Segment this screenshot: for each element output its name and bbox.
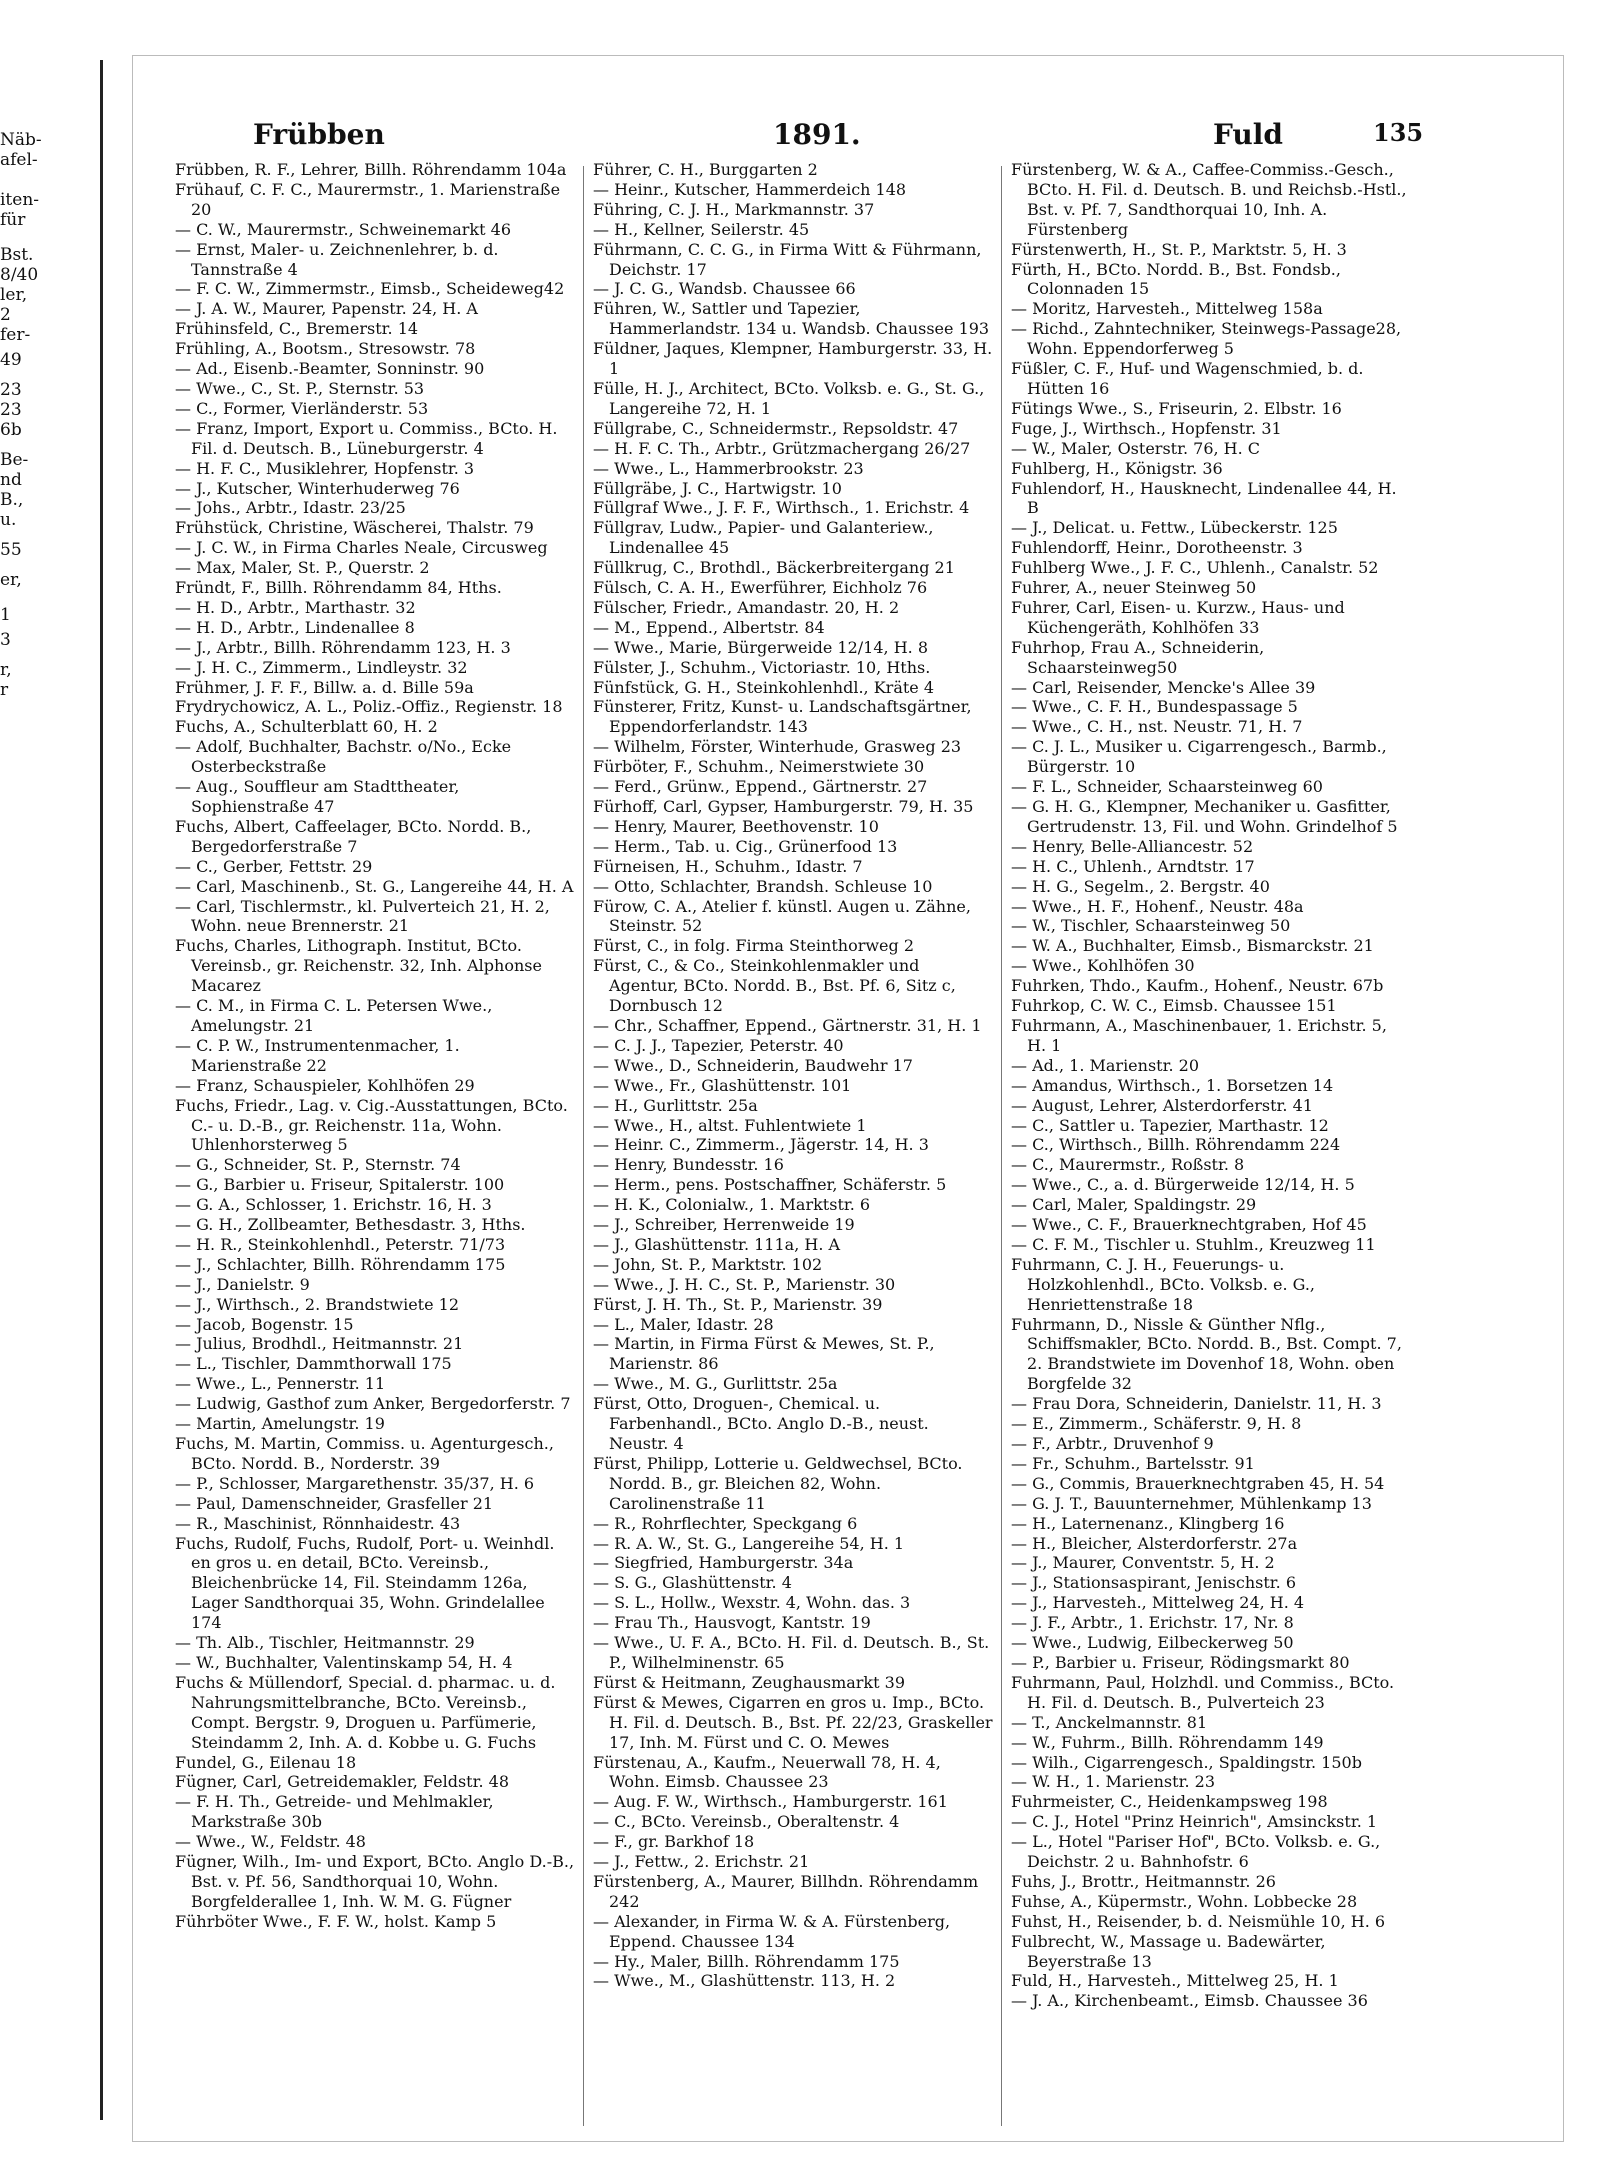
directory-entry: — J., Schreiber, Herrenweide 19 (593, 1215, 855, 1235)
directory-entry: — G. H., Zollbeamter, Bethesdastr. 3, Hths. (175, 1215, 526, 1235)
directory-entry: — L., Hotel "Pariser Hof", BCto. Volksb. e. G., Deichstr. 2 u. Bahnhofstr. 6 (1011, 1832, 1386, 1872)
directory-entry: Fuchs, A., Schulterblatt 60, H. 2 (175, 717, 438, 737)
directory-entry: — H. D., Arbtr., Marthastr. 32 (175, 597, 416, 617)
previous-page-fragment: Bst. (0, 245, 34, 265)
directory-entry: — W., Fuhrm., Billh. Röhrendamm 149 (1011, 1732, 1324, 1752)
directory-entry: — Wwe., Ludwig, Eilbeckerweg 50 (1011, 1633, 1294, 1653)
previous-page-fragment: 8/40 (0, 265, 39, 285)
directory-entry: Fuhse, A., Küpermstr., Wohn. Lobbecke 28 (1011, 1891, 1358, 1911)
directory-entry: — Wwe., U. F. A., BCto. H. Fil. d. Deutsch. B., St. P., Wilhelminenstr. 65 (593, 1633, 995, 1672)
directory-entry: — Wwe., L., Pennerstr. 11 (175, 1374, 386, 1394)
directory-entry: — Wwe., L., Hammerbrookstr. 23 (593, 458, 864, 478)
directory-entry: — Ernst, Maler- u. Zeichnenlehrer, b. d. Tannstraße 4 (175, 239, 504, 279)
previous-page-fragment: B., (0, 490, 24, 510)
directory-column-2 (593, 160, 998, 2125)
directory-entry: Fuhrmeister, C., Heidenkampsweg 198 (1011, 1792, 1328, 1812)
directory-entry: — J., Harvesteh., Mittelweg 24, H. 4 (1011, 1593, 1305, 1613)
directory-entry: Fürst, J. H. Th., St. P., Marienstr. 39 (593, 1294, 883, 1314)
directory-entry: — H. F. C., Musiklehrer, Hopfenstr. 3 (175, 458, 475, 478)
directory-entry: Fuhrer, A., neuer Steinweg 50 (1011, 578, 1257, 598)
directory-entry: — Amandus, Wirthsch., 1. Borsetzen 14 (1011, 1075, 1334, 1095)
directory-entry: — Frau Th., Hausvogt, Kantstr. 19 (593, 1613, 871, 1633)
directory-entry: — Wilh., Cigarrengesch., Spaldingstr. 150b (1011, 1752, 1362, 1772)
directory-entry: — T., Anckelmannstr. 81 (1011, 1712, 1208, 1732)
directory-entry: Führen, W., Sattler und Tapezier, Hammerlandstr. 134 u. Wandsb. Chaussee 193 (593, 299, 990, 339)
directory-entry: — W., Maler, Osterstr. 76, H. C (1011, 438, 1261, 458)
directory-entry: Fuhlberg, H., Königstr. 36 (1011, 458, 1223, 478)
directory-entry: — G., Commis, Brauerknechtgraben 45, H. 54 (1011, 1473, 1385, 1493)
directory-entry: — C., Wirthsch., Billh. Röhrendamm 224 (1011, 1135, 1341, 1155)
directory-entry: Fürst, Otto, Droguen-, Chemical. u. Farbenhandl., BCto. Anglo D.-B., neust. Neustr. 4 (593, 1394, 934, 1453)
directory-entry: Fuhrmann, D., Nissle & Günther Nflg., Schiffsmakler, BCto. Nordd. B., Bst. Compt. 7, 2. Brandstwiete im Dovenhof 18, Wohn. oben Borgfelde 32 (1011, 1314, 1407, 1394)
directory-entry: — P., Schlosser, Margarethenstr. 35/37, H. 6 (175, 1473, 535, 1493)
directory-entry: — H. F. C. Th., Arbtr., Grützmachergang 26/27 (593, 438, 971, 458)
directory-entry: — G. H. G., Klempner, Mechaniker u. Gasfitter, Gertrudenstr. 13, Fil. und Wohn. Grindelhof 5 (1011, 797, 1398, 836)
directory-entry: Fuchs, Albert, Caffeelager, BCto. Nordd. B., Bergedorferstraße 7 (175, 816, 537, 856)
directory-entry: — Wwe., W., Feldstr. 48 (175, 1832, 366, 1852)
directory-entry: — Martin, Amelungstr. 19 (175, 1414, 385, 1434)
directory-entry: Fuhrmann, Paul, Holzhdl. und Commiss., BCto. H. Fil. d. Deutsch. B., Pulverteich 23 (1011, 1672, 1400, 1712)
directory-entry: — J., Maurer, Conventstr. 5, H. 2 (1011, 1553, 1275, 1573)
directory-entry: Fürst & Mewes, Cigarren en gros u. Imp., BCto. H. Fil. d. Deutsch. B., Bst. Pf. 22/23, Graskeller 17, Inh. M. Fürst und C. O. Mewes (593, 1692, 998, 1752)
header-year: 1891. (773, 118, 861, 151)
previous-page-fragment: afel- (0, 150, 38, 170)
directory-entry: — H. K., Colonialw., 1. Marktstr. 6 (593, 1195, 871, 1215)
directory-entry: — C. P. W., Instrumentenmacher, 1. Marienstraße 22 (175, 1035, 465, 1075)
directory-entry: — Wwe., C., a. d. Bürgerweide 12/14, H. 5 (1011, 1175, 1355, 1195)
directory-entry: — W. H., 1. Marienstr. 23 (1011, 1772, 1215, 1792)
directory-entry: — Julius, Brodhdl., Heitmannstr. 21 (175, 1334, 464, 1354)
directory-entry: — August, Lehrer, Alsterdorferstr. 41 (1011, 1095, 1313, 1115)
directory-entry: — C. M., in Firma C. L. Petersen Wwe., Amelungstr. 21 (175, 996, 498, 1035)
directory-entry: Fülle, H. J., Architect, BCto. Volksb. e. G., St. G., Langereihe 72, H. 1 (593, 378, 990, 418)
previous-page-fragment: fer- (0, 325, 31, 345)
directory-entry: Fürstenberg, A., Maurer, Billhdn. Röhrendamm 242 (593, 1871, 984, 1911)
previous-page-fragment: 23 (0, 400, 22, 420)
directory-entry: — J., Wirthsch., 2. Brandstwiete 12 (175, 1294, 460, 1314)
directory-entry: Fünsterer, Fritz, Kunst- u. Landschaftsgärtner, Eppendorferlandstr. 143 (593, 697, 977, 737)
previous-page-fragment: 55 (0, 540, 22, 560)
directory-entry: Fügner, Wilh., Im- und Export, BCto. Anglo D.-B., Bst. v. Pf. 56, Sandthorquai 10, Wohn. Borgfelderallee 1, Inh. W. M. G. Fügner (175, 1852, 580, 1911)
directory-entry: — Ferd., Grünw., Eppend., Gärtnerstr. 27 (593, 777, 928, 797)
directory-entry: Frühstück, Christine, Wäscherei, Thalstr. 79 (175, 518, 534, 538)
directory-entry: — H., Gurlittstr. 25a (593, 1095, 758, 1115)
directory-entry: Frübben, R. F., Lehrer, Billh. Röhrendamm 104a (175, 160, 567, 179)
directory-entry: Führmann, C. C. G., in Firma Witt & Führmann, Deichstr. 17 (593, 239, 987, 279)
previous-page-fragment: nd (0, 470, 22, 490)
previous-page-fragment: iten- (0, 190, 40, 210)
directory-entry: Fuhrken, Thdo., Kaufm., Hohenf., Neustr. 67b (1011, 976, 1384, 996)
directory-entry: Fürstenau, A., Kaufm., Neuerwall 78, H. 4, Wohn. Eimsb. Chaussee 23 (593, 1752, 946, 1792)
directory-entry: — J. A., Kirchenbeamt., Eimsb. Chaussee 36 (1011, 1991, 1368, 2011)
directory-entry: Fürneisen, H., Schuhm., Idastr. 7 (593, 856, 863, 876)
directory-entry: Führing, C. J. H., Markmannstr. 37 (593, 199, 875, 219)
directory-entry: — J., Danielstr. 9 (175, 1274, 310, 1294)
directory-entry: — Moritz, Harvesteh., Mittelweg 158a (1011, 299, 1323, 319)
directory-entry: Füllkrug, C., Brothdl., Bäckerbreitergang 21 (593, 558, 955, 578)
directory-entry: — H., Kellner, Seilerstr. 45 (593, 219, 810, 239)
directory-entry: — G. A., Schlosser, 1. Erichstr. 16, H. 3 (175, 1195, 492, 1215)
directory-entry: — Herm., pens. Postschaffner, Schäferstr. 5 (593, 1175, 947, 1195)
previous-page-fragment: er, (0, 570, 22, 590)
previous-page-fragment: Be- (0, 450, 29, 470)
directory-entry: — Johs., Arbtr., Idastr. 23/25 (175, 498, 406, 518)
directory-entry: — J. H. C., Zimmerm., Lindleystr. 32 (175, 657, 468, 677)
directory-entry: — J., Schlachter, Billh. Röhrendamm 175 (175, 1254, 506, 1274)
directory-entry: — Henry, Belle-Alliancestr. 52 (1011, 836, 1254, 856)
previous-page-fragment: ler, (0, 285, 28, 305)
directory-entry: Fulbrecht, W., Massage u. Badewärter, Beyerstraße 13 (1011, 1931, 1331, 1971)
directory-entry: — Otto, Schlachter, Brandsh. Schleuse 10 (593, 876, 933, 896)
directory-entry: — Frau Dora, Schneiderin, Danielstr. 11, H. 3 (1011, 1394, 1382, 1414)
directory-entry: Fuhs, J., Brottr., Heitmannstr. 26 (1011, 1871, 1276, 1891)
directory-entry: — C., Maurermstr., Roßstr. 8 (1011, 1155, 1245, 1175)
directory-entry: — L., Tischler, Dammthorwall 175 (175, 1354, 452, 1374)
directory-entry: Fütings Wwe., S., Friseurin, 2. Elbstr. 16 (1011, 398, 1342, 418)
directory-entry: — H., Bleicher, Alsterdorferstr. 27a (1011, 1533, 1298, 1553)
directory-entry: — P., Barbier u. Friseur, Rödingsmarkt 80 (1011, 1652, 1350, 1672)
directory-entry: — F. C. W., Zimmermstr., Eimsb., Scheideweg42 (175, 279, 565, 299)
directory-entry: — C. J., Hotel "Prinz Heinrich", Amsinckstr. 1 (1011, 1812, 1378, 1832)
previous-page-fragment: 3 (0, 630, 11, 650)
directory-entry: Fuchs, Rudolf, Fuchs, Rudolf, Port- u. Weinhdl. en gros u. en detail, BCto. Vereinsb., Bleichenbrücke 14, Fil. Steindamm 126a, Lager Sandthorquai 35, Wohn. Grindelallee 174 (175, 1533, 560, 1633)
directory-entry: — Wwe., Marie, Bürgerweide 12/14, H. 8 (593, 637, 929, 657)
directory-entry: Fürstenwerth, H., St. P., Marktstr. 5, H. 3 (1011, 239, 1347, 259)
directory-entry: — C., Former, Vierländerstr. 53 (175, 398, 429, 418)
column-divider (1001, 166, 1002, 2126)
directory-entry: — H. G., Segelm., 2. Bergstr. 40 (1011, 876, 1270, 896)
directory-entry: Fuhrmann, C. J. H., Feuerungs- u. Holzkohlenhdl., BCto. Volksb. e. G., Henriettenstraße 18 (1011, 1254, 1321, 1314)
directory-entry: Füßler, C. F., Huf- und Wagenschmied, b. d. Hütten 16 (1011, 359, 1369, 398)
directory-entry: Fuhrkop, C. W. C., Eimsb. Chaussee 151 (1011, 996, 1337, 1016)
directory-entry: — Wwe., C. F., Brauerknechtgraben, Hof 45 (1011, 1215, 1367, 1235)
directory-entry: — Heinr. C., Zimmerm., Jägerstr. 14, H. 3 (593, 1135, 929, 1155)
directory-entry: — Wwe., C., St. P., Sternstr. 53 (175, 378, 425, 398)
directory-entry: — Henry, Bundesstr. 16 (593, 1155, 784, 1175)
directory-entry: — J. C. W., in Firma Charles Neale, Circusweg (175, 538, 548, 558)
directory-entry: — J. C. G., Wandsb. Chaussee 66 (593, 279, 856, 299)
directory-entry: — Aug., Souffleur am Stadttheater, Sophienstraße 47 (175, 777, 465, 816)
previous-page-fragment: 6b (0, 420, 22, 440)
directory-entry: Führböter Wwe., F. F. W., holst. Kamp 5 (175, 1911, 497, 1931)
column-divider (583, 166, 584, 2126)
directory-entry: — Wwe., J. H. C., St. P., Marienstr. 30 (593, 1274, 896, 1294)
directory-entry: — F., gr. Barkhof 18 (593, 1832, 755, 1852)
directory-entry: — Herm., Tab. u. Cig., Grünerfood 13 (593, 836, 898, 856)
directory-entry: Frühauf, C. F. C., Maurermstr., 1. Marienstraße 20 (175, 179, 566, 219)
directory-column-1 (175, 160, 580, 2125)
directory-entry: — L., Maler, Idastr. 28 (593, 1314, 774, 1334)
directory-entry: — Carl, Maschinenb., St. G., Langereihe 44, H. A (175, 876, 574, 896)
directory-entry: — J. A. W., Maurer, Papenstr. 24, H. A (175, 299, 478, 319)
directory-entry: — S. L., Hollw., Wexstr. 4, Wohn. das. 3 (593, 1593, 911, 1613)
previous-page-fragment: r (0, 680, 9, 700)
directory-entry: Fuchs & Müllendorf, Special. d. pharmac. u. d. Nahrungsmittelbranche, BCto. Vereinsb., Compt. Bergstr. 9, Droguen u. Parfümerie, Steindamm 2, Inh. A. d. Kobbe u. G. Fuchs (175, 1672, 561, 1752)
directory-entry: — Wwe., C. H., nst. Neustr. 71, H. 7 (1011, 717, 1303, 737)
directory-entry: — F. L., Schneider, Schaarsteinweg 60 (1011, 777, 1323, 797)
directory-entry: — Siegfried, Hamburgerstr. 34a (593, 1553, 854, 1573)
directory-entry: Füllgrav, Ludw., Papier- und Galanteriew., Lindenallee 45 (593, 518, 939, 558)
directory-entry: — G., Barbier u. Friseur, Spitalerstr. 100 (175, 1175, 505, 1195)
directory-entry: — Heinr., Kutscher, Hammerdeich 148 (593, 179, 907, 199)
directory-entry: Fuhrer, Carl, Eisen- u. Kurzw., Haus- und Küchengeräth, Kohlhöfen 33 (1011, 597, 1350, 637)
directory-entry: Fürst, C., & Co., Steinkohlenmakler und Agentur, BCto. Nordd. B., Bst. Pf. 6, Sitz c, Dornbusch 12 (593, 956, 961, 1016)
directory-entry: — Franz, Import, Export u. Commiss., BCto. H. Fil. d. Deutsch. B., Lüneburgerstr. 4 (175, 418, 563, 458)
directory-entry: — G., Schneider, St. P., Sternstr. 74 (175, 1155, 461, 1175)
directory-entry: Fuchs, Charles, Lithograph. Institut, BCto. Vereinsb., gr. Reichenstr. 32, Inh. Alphonse Macarez (175, 936, 548, 996)
page-header (173, 118, 1523, 158)
header-first-name: Frübben (253, 118, 385, 151)
directory-entry: — Ad., Eisenb.-Beamter, Sonninstr. 90 (175, 359, 485, 379)
directory-entry: Fürst, Philipp, Lotterie u. Geldwechsel, BCto. Nordd. B., gr. Bleichen 82, Wohn. Carolinenstraße 11 (593, 1453, 968, 1513)
previous-page-edge (0, 60, 103, 2120)
directory-entry: Füllgräbe, J. C., Hartwigstr. 10 (593, 478, 842, 498)
previous-page-fragment: Näb- (0, 130, 42, 150)
directory-entry: Frühinsfeld, C., Bremerstr. 14 (175, 319, 419, 339)
previous-page-fragment: r, (0, 660, 12, 680)
directory-entry: Fuchs, M. Martin, Commiss. u. Agenturgesch., BCto. Nordd. B., Norderstr. 39 (175, 1434, 560, 1473)
directory-entry: — Hy., Maler, Billh. Röhrendamm 175 (593, 1951, 900, 1971)
directory-entry: — Jacob, Bogenstr. 15 (175, 1314, 354, 1334)
directory-entry: — C. J. J., Tapezier, Peterstr. 40 (593, 1035, 844, 1055)
directory-entry: Fuge, J., Wirthsch., Hopfenstr. 31 (1011, 418, 1282, 438)
directory-entry: Fuhrhop, Frau A., Schneiderin, Schaarsteinweg50 (1011, 637, 1270, 677)
directory-entry: — Ad., 1. Marienstr. 20 (1011, 1055, 1200, 1075)
directory-entry: — Wwe., C. F. H., Bundespassage 5 (1011, 697, 1298, 717)
directory-entry: — C. F. M., Tischler u. Stuhlm., Kreuzweg 11 (1011, 1234, 1376, 1254)
directory-entry: — H., Laternenanz., Klingberg 16 (1011, 1513, 1285, 1533)
directory-entry: Fuhlendorff, Heinr., Dorotheenstr. 3 (1011, 538, 1303, 558)
directory-entry: — Wwe., M. G., Gurlittstr. 25a (593, 1374, 838, 1394)
directory-entry: — Henry, Maurer, Beethovenstr. 10 (593, 816, 879, 836)
directory-entry: Fürstenberg, W. & A., Caffee-Commiss.-Gesch., BCto. H. Fil. d. Deutsch. B. und Reichsb.-Hstl., Bst. v. Pf. 7, Sandthorquai 10, Inh. A. Fürstenberg (1011, 160, 1412, 239)
directory-entry: Führer, C. H., Burggarten 2 (593, 160, 818, 179)
directory-entry: Fürth, H., BCto. Nordd. B., Bst. Fondsb., Colonnaden 15 (1011, 259, 1347, 299)
directory-entry: Frühling, A., Bootsm., Stresowstr. 78 (175, 339, 476, 359)
directory-entry: Frühmer, J. F. F., Billw. a. d. Bille 59a (175, 677, 474, 697)
directory-entry: — Carl, Reisender, Mencke's Allee 39 (1011, 677, 1316, 697)
directory-entry: — J. F., Arbtr., 1. Erichstr. 17, Nr. 8 (1011, 1613, 1294, 1633)
directory-entry: Fürhoff, Carl, Gypser, Hamburgerstr. 79, H. 35 (593, 797, 974, 816)
directory-entry: Fuhlendorf, H., Hausknecht, Lindenallee 44, H. B (1011, 478, 1402, 518)
directory-entry: — Wwe., H., altst. Fuhlentwiete 1 (593, 1115, 867, 1135)
directory-entry: Fürow, C. A., Atelier f. künstl. Augen u. Zähne, Steinstr. 52 (593, 896, 977, 936)
directory-entry: — Richd., Zahntechniker, Steinwegs-Passage28, Wohn. Eppendorferweg 5 (1011, 319, 1407, 359)
directory-entry: — Th. Alb., Tischler, Heitmannstr. 29 (175, 1633, 475, 1653)
page-number: 135 (1373, 118, 1424, 147)
previous-page-fragment: u. (0, 510, 17, 530)
previous-page-fragment: 23 (0, 380, 22, 400)
directory-entry: — R., Rohrflechter, Speckgang 6 (593, 1513, 858, 1533)
directory-entry: — Franz, Schauspieler, Kohlhöfen 29 (175, 1075, 475, 1095)
directory-entry: — W., Tischler, Schaarsteinweg 50 (1011, 916, 1291, 936)
directory-entry: — Carl, Maler, Spaldingstr. 29 (1011, 1195, 1257, 1215)
directory-entry: — C., BCto. Vereinsb., Oberaltenstr. 4 (593, 1812, 900, 1832)
directory-entry: — J., Fettw., 2. Erichstr. 21 (593, 1852, 810, 1872)
directory-entry: — R., Maschinist, Rönnhaidestr. 43 (175, 1513, 461, 1533)
directory-entry: — Wwe., Fr., Glashüttenstr. 101 (593, 1075, 852, 1095)
previous-page-fragment: 1 (0, 605, 11, 625)
previous-page-fragment: 49 (0, 350, 22, 370)
directory-entry: Fürböter, F., Schuhm., Neimerstwiete 30 (593, 757, 925, 777)
directory-column-3 (1011, 160, 1411, 2125)
directory-entry: — Ludwig, Gasthof zum Anker, Bergedorferstr. 7 (175, 1394, 571, 1414)
directory-entry: Fründt, F., Billh. Röhrendamm 84, Hths. (175, 578, 502, 598)
directory-entry: — W. A., Buchhalter, Eimsb., Bismarckstr. 21 (1011, 936, 1374, 956)
directory-entry: — C. W., Maurermstr., Schweinemarkt 46 (175, 219, 511, 239)
directory-page (132, 55, 1564, 2142)
directory-entry: — F. H. Th., Getreide- und Mehlmakler, Markstraße 30b (175, 1792, 499, 1832)
directory-entry: — Max, Maler, St. P., Querstr. 2 (175, 558, 430, 578)
directory-entry: — Wwe., H. F., Hohenf., Neustr. 48a (1011, 896, 1304, 916)
directory-entry: Füllgrabe, C., Schneidermstr., Repsoldstr. 47 (593, 418, 959, 438)
directory-entry: — John, St. P., Marktstr. 102 (593, 1254, 823, 1274)
directory-entry: Füldner, Jaques, Klempner, Hamburgerstr. 33, H. 1 (593, 339, 998, 379)
directory-entry: — Fr., Schuhm., Bartelsstr. 91 (1011, 1453, 1255, 1473)
directory-entry: Fuhlberg Wwe., J. F. C., Uhlenh., Canalstr. 52 (1011, 558, 1379, 578)
directory-entry: Fügner, Carl, Getreidemakler, Feldstr. 48 (175, 1772, 509, 1792)
directory-entry: — J., Stationsaspirant, Jenischstr. 6 (1011, 1573, 1297, 1593)
directory-entry: — Wilhelm, Förster, Winterhude, Grasweg 23 (593, 737, 962, 757)
directory-entry: Fuld, H., Harvesteh., Mittelweg 25, H. 1 (1011, 1971, 1339, 1991)
directory-entry: Fülscher, Friedr., Amandastr. 20, H. 2 (593, 597, 900, 617)
directory-entry: Füllgraf Wwe., J. F. F., Wirthsch., 1. Erichstr. 4 (593, 498, 970, 518)
directory-entry: — J., Kutscher, Winterhuderweg 76 (175, 478, 460, 498)
directory-entry: — H. C., Uhlenh., Arndtstr. 17 (1011, 856, 1255, 876)
directory-entry: — Alexander, in Firma W. & A. Fürstenberg, Eppend. Chaussee 134 (593, 1911, 956, 1951)
directory-entry: Fuhst, H., Reisender, b. d. Neismühle 10, H. 6 (1011, 1911, 1386, 1931)
directory-entry: — F., Arbtr., Druvenhof 9 (1011, 1434, 1214, 1453)
directory-entry: — W., Buchhalter, Valentinskamp 54, H. 4 (175, 1652, 513, 1672)
directory-entry: — C., Sattler u. Tapezier, Marthastr. 12 (1011, 1115, 1329, 1135)
directory-entry: — Aug. F. W., Wirthsch., Hamburgerstr. 161 (593, 1792, 948, 1812)
previous-page-fragment: für (0, 210, 26, 230)
directory-entry: — J., Arbtr., Billh. Röhrendamm 123, H. 3 (175, 637, 511, 657)
directory-entry: — Martin, in Firma Fürst & Mewes, St. P., Marienstr. 86 (593, 1334, 940, 1374)
directory-entry: Fülster, J., Schuhm., Victoriastr. 10, Hths. (593, 657, 931, 677)
directory-entry: — E., Zimmerm., Schäferstr. 9, H. 8 (1011, 1414, 1302, 1434)
directory-entry: Fuchs, Friedr., Lag. v. Cig.-Ausstattungen, BCto. C.- u. D.-B., gr. Reichenstr. 11a, Wohn. Uhlenhorsterweg 5 (175, 1095, 573, 1155)
directory-entry: Fuhrmann, A., Maschinenbauer, 1. Erichstr. 5, H. 1 (1011, 1015, 1392, 1055)
directory-entry: — C. J. L., Musiker u. Cigarrengesch., Barmb., Bürgerstr. 10 (1011, 737, 1392, 777)
directory-entry: — J., Delicat. u. Fettw., Lübeckerstr. 125 (1011, 518, 1338, 538)
directory-entry: — G. J. T., Bauunternehmer, Mühlenkamp 13 (1011, 1493, 1372, 1513)
directory-entry: — H. D., Arbtr., Lindenallee 8 (175, 617, 415, 637)
directory-entry: Fundel, G., Eilenau 18 (175, 1752, 357, 1772)
directory-entry: Fünfstück, G. H., Steinkohlenhdl., Kräte 4 (593, 677, 935, 697)
directory-entry: — Adolf, Buchhalter, Bachstr. o/No., Ecke Osterbeckstraße (175, 737, 517, 777)
directory-entry: — H. R., Steinkohlenhdl., Peterstr. 71/73 (175, 1234, 506, 1254)
directory-entry: — Wwe., M., Glashüttenstr. 113, H. 2 (593, 1971, 896, 1991)
directory-entry: — Chr., Schaffner, Eppend., Gärtnerstr. 31, H. 1 (593, 1015, 982, 1035)
directory-entry: — S. G., Glashüttenstr. 4 (593, 1573, 792, 1593)
directory-entry: — R. A. W., St. G., Langereihe 54, H. 1 (593, 1533, 905, 1553)
directory-entry: — J., Glashüttenstr. 111a, H. A (593, 1234, 841, 1254)
directory-entry: — Wwe., D., Schneiderin, Baudwehr 17 (593, 1055, 913, 1075)
directory-entry: Fürst, C., in folg. Firma Steinthorweg 2 (593, 936, 915, 956)
directory-entry: Fülsch, C. A. H., Ewerführer, Eichholz 76 (593, 578, 928, 598)
directory-entry: Fürst & Heitmann, Zeughausmarkt 39 (593, 1672, 905, 1692)
directory-entry: — C., Gerber, Fettstr. 29 (175, 856, 373, 876)
directory-entry: — M., Eppend., Albertstr. 84 (593, 617, 825, 637)
header-last-name: Fuld (1213, 118, 1283, 151)
directory-entry: — Carl, Tischlermstr., kl. Pulverteich 21, H. 2, Wohn. neue Brennerstr. 21 (175, 896, 555, 936)
directory-entry: Frydrychowicz, A. L., Poliz.-Offiz., Regienstr. 18 (175, 697, 563, 717)
directory-entry: — Paul, Damenschneider, Grasfeller 21 (175, 1493, 494, 1513)
directory-entry: — Wwe., Kohlhöfen 30 (1011, 956, 1195, 976)
previous-page-fragment: 2 (0, 305, 11, 325)
